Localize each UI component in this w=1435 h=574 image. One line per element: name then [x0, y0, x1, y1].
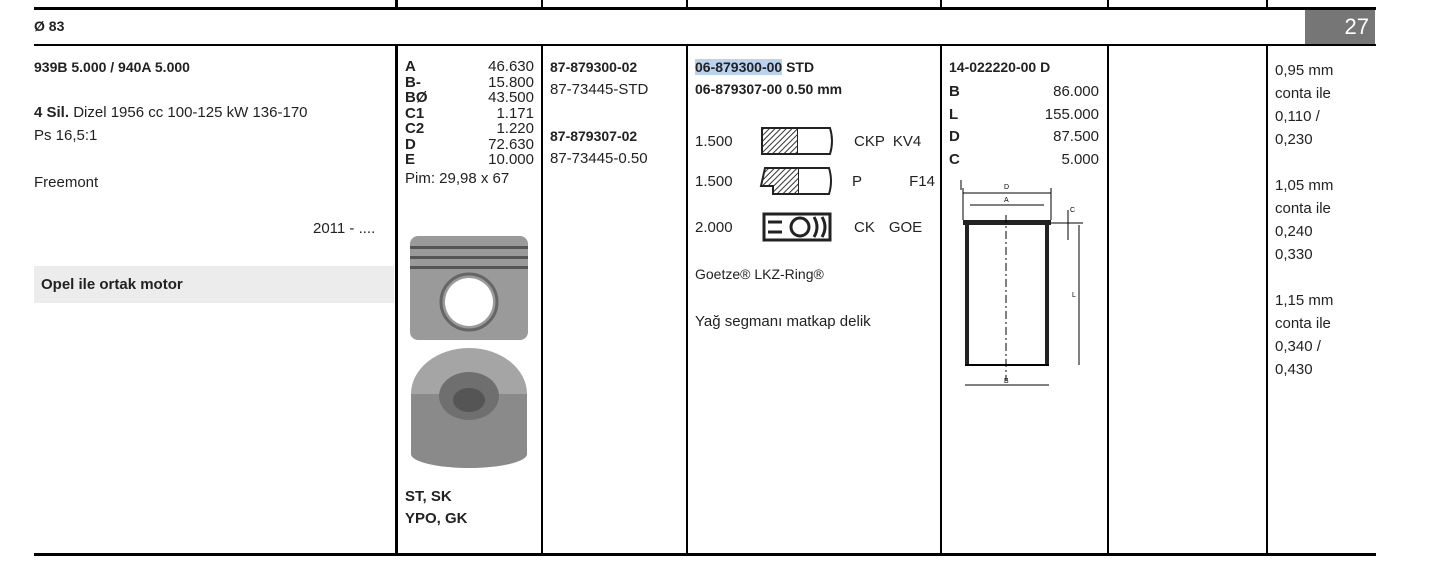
pin-size: Pim: 29,98 x 67	[405, 169, 510, 187]
col-divider	[1266, 0, 1268, 10]
svg-text:A: A	[1004, 197, 1009, 204]
ring-size: STD	[782, 59, 815, 75]
bore-heading: Ø 83	[34, 18, 65, 34]
ring-item: 1.500 CKP KV4	[695, 126, 935, 156]
gasket-info	[1275, 59, 1333, 381]
col-divider	[940, 44, 942, 556]
piston-dims	[405, 59, 534, 187]
gasket-group: 1,15 mm conta ile 0,340 / 0,430	[1275, 292, 1334, 378]
dim-row: D 72.630	[405, 135, 534, 153]
page-number: 27	[1305, 10, 1375, 44]
liner-dims	[949, 81, 1099, 171]
liner-diagram	[958, 180, 1088, 390]
col-divider	[541, 44, 543, 556]
liner-code: 14-022220-00 D	[949, 59, 1051, 75]
oil-ring-icon	[760, 212, 836, 242]
dim-row: B 86.000	[949, 83, 1099, 100]
engine-codes: 939B 5.000 / 940A 5.000	[34, 59, 190, 75]
dim-row: E 10.000	[405, 151, 534, 168]
ring-profile-icon	[759, 166, 834, 196]
piston-part: 87-879307-02	[550, 128, 638, 144]
section-rule	[34, 44, 1376, 46]
years: 2011 - ....	[313, 220, 376, 237]
ring-set: 06-879307-00 0.50 mm	[695, 81, 843, 97]
cylinders: 4 Sil.	[34, 104, 70, 121]
piston-side-image	[408, 234, 530, 342]
gasket-group: 1,05 mm conta ile 0,240 0,330	[1275, 177, 1334, 263]
ring-item: 1.500 P F14	[695, 166, 935, 196]
col-divider	[1107, 0, 1109, 10]
ring-profile-icon	[760, 126, 836, 156]
col-divider	[940, 0, 942, 10]
dim-row: B- 15.800	[405, 73, 534, 91]
col-divider	[541, 0, 543, 10]
gasket-group: 0,95 mm conta ile 0,110 / 0,230	[1275, 62, 1334, 148]
col-divider	[1107, 44, 1109, 556]
col-divider	[395, 0, 398, 10]
dim-row: C 5.000	[949, 150, 1099, 168]
col-divider	[1266, 44, 1268, 556]
ring-note: Yağ segmanı matkap delik	[695, 313, 871, 330]
dim-row: A 46.630	[405, 58, 534, 75]
col-divider	[395, 44, 398, 556]
svg-text:C: C	[1070, 207, 1076, 214]
ring-brand: Goetze® LKZ-Ring®	[695, 266, 824, 282]
ring-item: 2.000 CK GOE	[695, 212, 935, 242]
engine-spec	[34, 104, 308, 121]
dim-row: C2 1.220	[405, 120, 534, 137]
model: Freemont	[34, 174, 99, 191]
dim-row: C1 1.171	[405, 104, 534, 122]
dim-row: D 87.500	[949, 128, 1099, 145]
piston-part-alt: 87-73445-0.50	[550, 150, 648, 167]
col-divider	[686, 0, 688, 10]
piston-part: 87-879300-02	[550, 59, 638, 75]
svg-text:B: B	[1004, 378, 1009, 385]
piston-types: YPO, GK	[405, 510, 468, 527]
piston-types: ST, SK	[405, 488, 452, 505]
ring-set-code[interactable]: 06-879300-00	[695, 59, 783, 75]
col-divider	[686, 44, 688, 556]
top-rule	[34, 7, 1376, 10]
engine-spec-2: Ps 16,5:1	[34, 127, 98, 144]
svg-text:L: L	[1072, 292, 1076, 299]
svg-text:D: D	[1004, 184, 1010, 191]
engine-note: Opel ile ortak motor	[34, 266, 394, 303]
dim-row: BØ 43.500	[405, 89, 534, 106]
ring-set	[695, 59, 814, 75]
piston-top-image	[408, 344, 530, 472]
spec-line: Dizel 1956 cc 100-125 kW 136-170	[69, 104, 308, 121]
bottom-rule	[34, 553, 1376, 556]
dim-row: L 155.000	[949, 105, 1099, 123]
piston-part-alt: 87-73445-STD	[550, 81, 649, 98]
